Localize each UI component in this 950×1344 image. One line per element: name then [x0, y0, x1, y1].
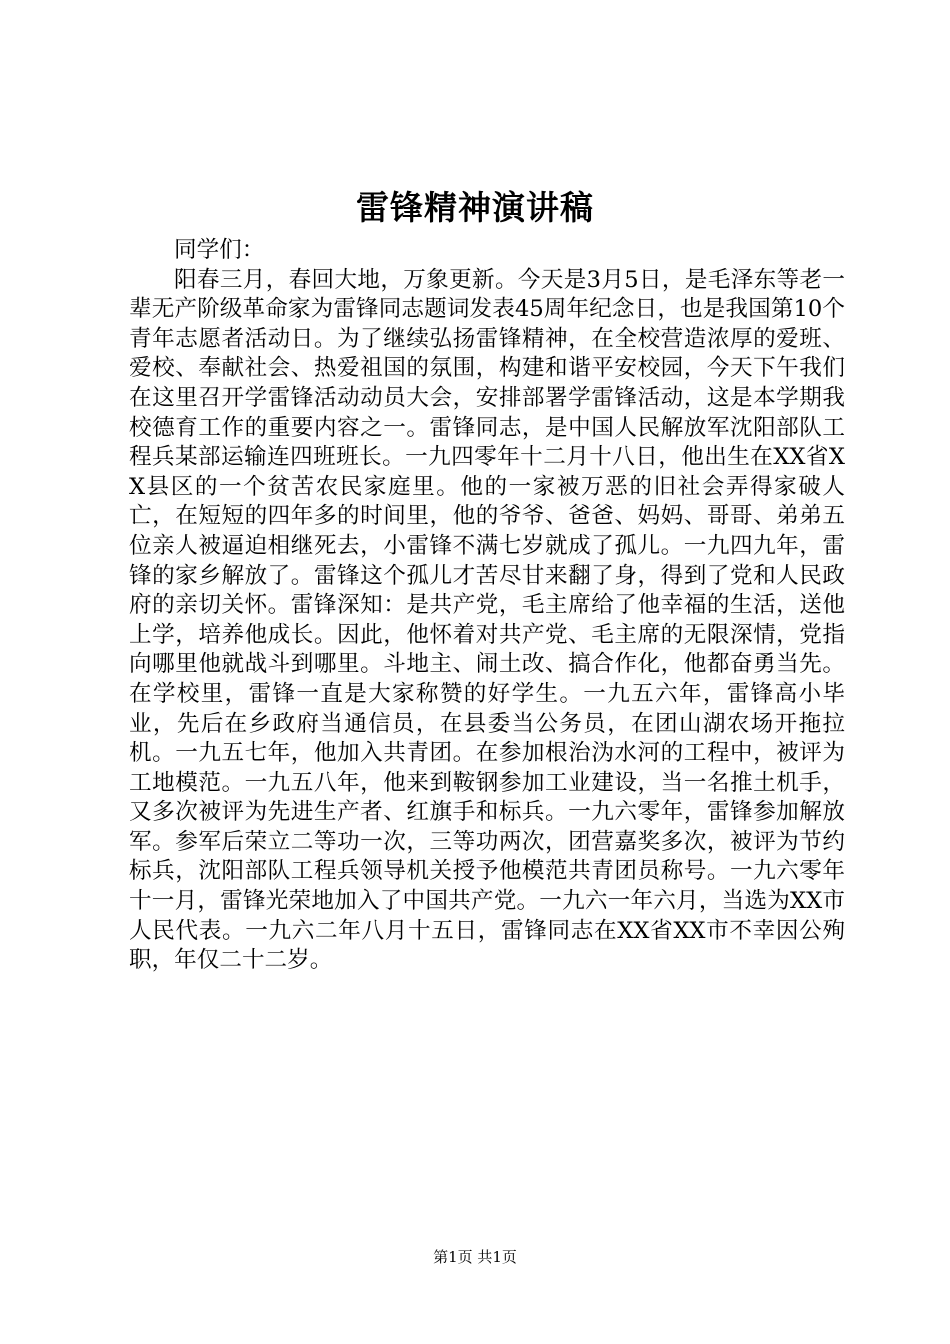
page-footer: 第1页 共1页 [433, 1248, 517, 1266]
document-title: 雷锋精神演讲稿 [356, 188, 594, 227]
salutation: 同学们： [174, 237, 265, 263]
body-paragraph: 阳春三月，春回大地，万象更新。今天是3月5日，是毛泽东等老一辈无产阶级革命家为雷锋同志题词发表45周年纪念日，也是我国第10个青年志愿者活动日。为了继续弘扬雷锋精神，在全校营造浓厚的爱班、爱校、奉献社会、热爱祖国的氛围，构建和谐平安校园，今天下午我们在这里召开学雷锋活动动员大会，安排部署学雷锋活动，这是本学期我校德育工作的重要内容之一。雷锋同志，是中国人民解放军沈阳部队工程兵某部运输连四班班长。一九四零年十二月十八日，他出生在XX省XX县区的一个贫苦农民家庭里。他的一家被万恶的旧社会弄得家破人亡，在短短的四年多的时间里，他的爷爷、爸爸、妈妈、哥哥、弟弟五位亲人被逼迫相继死去，小雷锋不满七岁就成了孤儿。一九四九年，雷锋的家乡解放了。雷锋这个孤儿才苦尽甘来翻了身，得到了党和人民政府的亲切关怀。雷锋深知：是共产党，毛主席给了他幸福的生活，送他上学，培养他成长。因此，他怀着对共产党、毛主席的无限深情，党指向哪里他就战斗到哪里。斗地主、闹土改、搞合作化，他都奋勇当先。在学校里，雷锋一直是大家称赞的好学生。一九五六年，雷锋高小毕业，先后在乡政府当通信员，在县委当公务员，在团山湖农场开拖拉机。一九五七年，他加入共青团。在参加根治沩水河的工程中，被评为工地模范。一九五八年，他来到鞍钢参加工业建设，当一名推土机手，又多次被评为先进生产者、红旗手和标兵。一九六零年，雷锋参加解放军。参军后荣立二等功一次，三等功两次，团营嘉奖多次，被评为节约标兵，沈阳部队工程兵领导机关授予他模范共青团员称号。一九六零年十一月，雷锋光荣地加入了中国共产党。一九六一年六月，当选为XX市人民代表。一九六二年八月十五日，雷锋同志在XX省XX市不幸因公殉职，年仅二十二岁。 [129, 266, 845, 974]
document-body [129, 236, 845, 976]
